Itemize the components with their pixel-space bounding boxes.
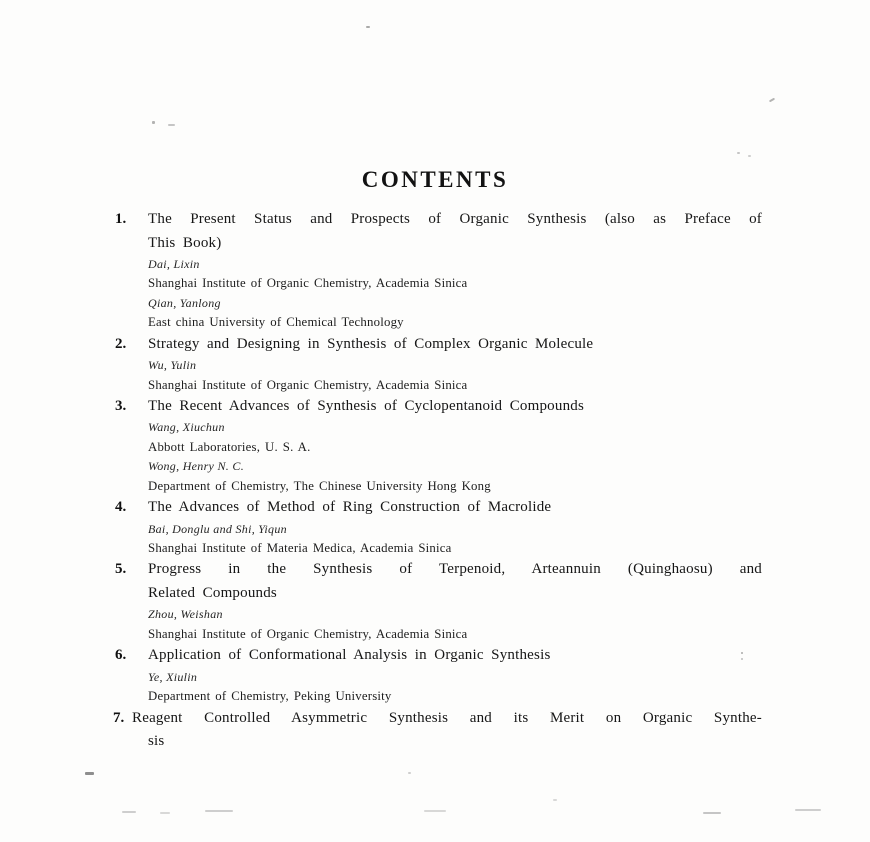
entry-title-text: Progress in the Synthesis of Terpenoid, Arteannuin (Quinghaosu) and [148, 561, 762, 578]
entry-title-text: Reagent Controlled Asymmetric Synthesis and its Merit on Organic Synthe- [132, 709, 762, 726]
entry-title-line: This Book) [148, 234, 222, 251]
entry-title-text: Strategy and Designing in Synthesis of Complex Organic Molecule [148, 335, 594, 352]
toc-entry-7 [113, 707, 762, 754]
page-title: CONTENTS [361, 167, 509, 192]
entry-number: 7. [113, 709, 125, 726]
affiliation: Shanghai Institute of Organic Chemistry, Academia Sinica [148, 276, 468, 291]
scan-artifact [553, 799, 557, 801]
scan-artifact [737, 152, 740, 154]
author-name: Wu, Yulin [148, 358, 197, 373]
entry-number: 1. [115, 211, 127, 227]
entry-title-line [115, 644, 762, 668]
author-name: Wang, Xiuchun [148, 420, 225, 435]
entry-title-line [115, 333, 762, 357]
entry-title-line [115, 496, 762, 520]
toc-entry-5 [115, 558, 762, 644]
author-name: Bai, Donglu and Shi, Yiqun [148, 521, 287, 536]
scan-artifact [741, 652, 743, 654]
scan-artifact [152, 121, 155, 124]
scan-artifact [748, 155, 751, 157]
toc-list [113, 208, 762, 754]
affiliation: Abbott Laboratories, U. S. A. [148, 439, 311, 454]
entry-title-text: Application of Conformational Analysis in Organic Synthesis [148, 647, 551, 664]
affiliation: Shanghai Institute of Organic Chemistry, Academia Sinica [148, 377, 468, 392]
toc-entry-3 [115, 395, 762, 496]
entry-title-line [113, 707, 762, 731]
scan-artifact [168, 124, 175, 126]
entry-number: 6. [115, 647, 127, 664]
author-name: Ye, Xiulin [148, 669, 198, 684]
affiliation: Department of Chemistry, Peking University [148, 689, 392, 704]
author-name: Dai, Lixin [148, 257, 200, 271]
toc-entry-4 [115, 496, 762, 558]
scan-artifact [769, 98, 775, 103]
author-name: Zhou, Weishan [148, 607, 223, 622]
scan-artifact [160, 812, 170, 814]
scan-artifact [205, 810, 233, 812]
affiliation: Shanghai Institute of Materia Medica, Academia Sinica [148, 540, 452, 555]
entry-title-line [115, 208, 762, 232]
affiliation: Department of Chemistry, The Chinese University Hong Kong [148, 478, 491, 493]
affiliation: East china University of Chemical Technology [148, 315, 404, 330]
affiliation: Shanghai Institute of Organic Chemistry, Academia Sinica [148, 626, 468, 641]
entry-title-text: The Advances of Method of Ring Construction of Macrolide [148, 499, 552, 516]
entry-title-text: The Present Status and Prospects of Organic Synthesis (also as Preface of [148, 211, 762, 227]
author-name: Wong, Henry N. C. [148, 459, 244, 474]
scan-artifact [85, 772, 94, 775]
scan-artifact [741, 658, 743, 660]
author-name: Qian, Yanlong [148, 295, 221, 310]
scan-artifact [424, 810, 446, 812]
entry-number: 2. [115, 335, 127, 352]
entry-number: 5. [115, 561, 127, 578]
toc-entry-6 [115, 644, 762, 706]
toc-entry-2 [115, 333, 762, 395]
entry-title-line: Related Compounds [148, 584, 277, 601]
entry-title-line [115, 395, 762, 419]
scan-artifact [703, 812, 721, 814]
entry-title-text: The Recent Advances of Synthesis of Cyclopentanoid Compounds [148, 397, 585, 414]
entry-title-line [115, 558, 762, 582]
scan-artifact [366, 26, 370, 28]
entry-number: 4. [115, 499, 127, 516]
toc-entry-1 [115, 208, 762, 333]
entry-title-line: sis [148, 733, 165, 749]
scan-artifact [408, 772, 411, 774]
scan-artifact [122, 811, 136, 813]
entry-number: 3. [115, 397, 127, 414]
scan-artifact [795, 809, 821, 811]
